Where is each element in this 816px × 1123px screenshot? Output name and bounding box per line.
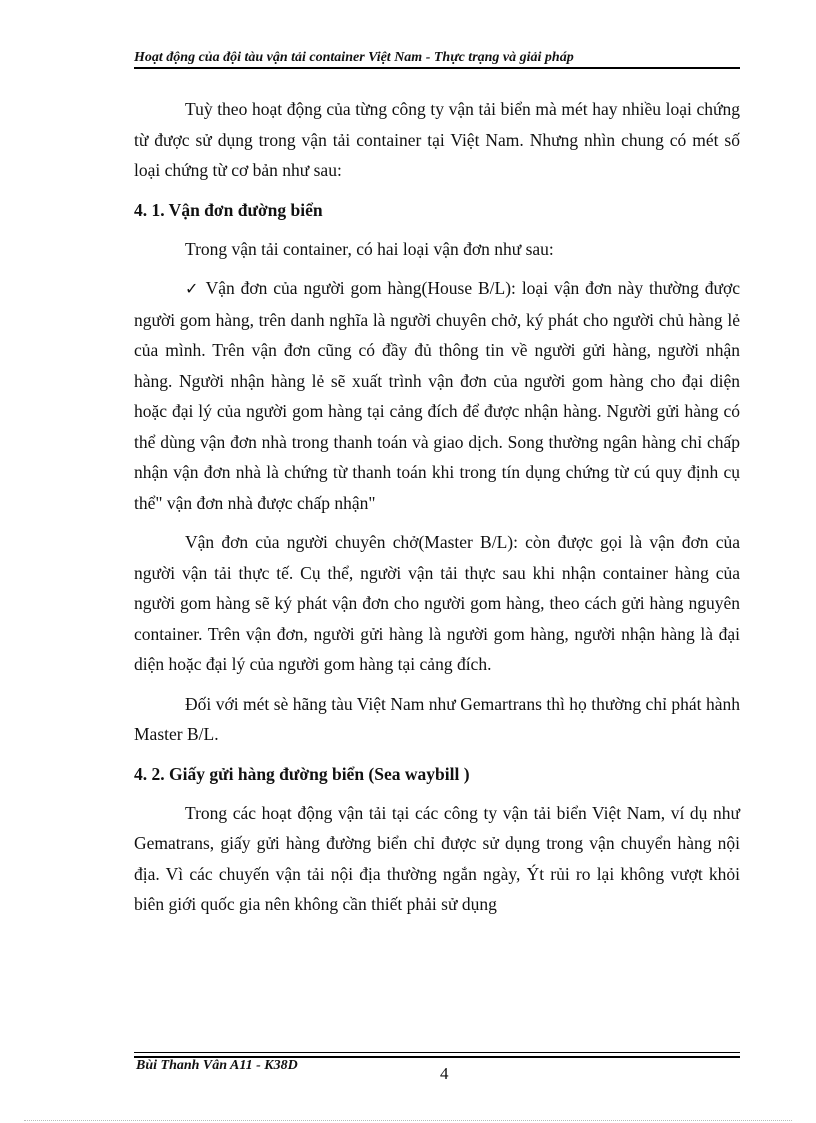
page-content [134,94,740,929]
intro-paragraph: Tuỳ theo hoạt động của từng công ty vận tải biển mà mét hay nhiều loại chứng từ được sử dụng trong vận tải container tại Việt Nam. Nhưng nhìn chung có mét số loại chứng từ cơ bản như sau: [134,99,740,180]
paragraph: Đối với mét sè hãng tàu Việt Nam như Gemartrans thì họ thường chỉ phát hành Master B/L. [134,693,740,744]
page-number: 4 [440,1064,449,1083]
paragraph: Trong các hoạt động vận tải tại các công ty vận tải biển Việt Nam, ví dụ như Gematrans, giấy gửi hàng đường biển chỉ được sử dụng trong vận chuyển hàng nội địa. Vì các chuyến vận tải nội địa thường ngắn ngày, Ýt rủi ro lại không vượt khỏi biên giới quốc gia nên không cần thiết phải sử dụng [134,802,740,914]
bullet-paragraph [134,273,740,518]
footer-rule [134,1052,740,1053]
section-heading-4-2: 4. 2. Giấy gửi hàng đường biển (Sea waybill ) [134,763,470,784]
paragraph-text: Vận đơn của người gom hàng(House B/L): loại vận đơn này thường được người gom hàng, trên danh nghĩa là người chuyên chở, ký phát cho người chủ hàng lẻ của mình. Trên vận đơn cũng có đầy đủ thông tin về người gửi hàng, người nhận hàng. Người nhận hàng lẻ sẽ xuất trình vận đơn của người gom hàng cho đại diện hoặc đại lý của người gom hàng tại cảng đích để được nhận hàng. Người gửi hàng có thể dùng vận đơn nhà trong thanh toán và giao dịch. Song thường ngân hàng chỉ chấp nhận vận đơn nhà là chứng từ thanh toán khi trong tín dụng chứng từ cú quy định cụ thể" vận đơn nhà được chấp nhận" [134,278,741,513]
header-rule [134,67,740,69]
paragraph: Vận đơn của người chuyên chở(Master B/L): còn được gọi là vận đơn của người vận tải thực tế. Cụ thể, người vận tải thực sau khi nhận container hàng của người gom hàng sẽ ký phát vận đơn cho người gom hàng, theo cách gửi hàng nguyên container. Trên vận đơn, người gửi hàng là người gom hàng, người nhận hàng là đại diện hoặc đại lý của người gom hàng tại cảng đích. [134,532,740,674]
check-icon: ✓ [185,279,200,298]
section-heading-4-1: 4. 1. Vận đơn đường biển [134,199,323,220]
page-edge-divider [24,1120,792,1121]
running-header: Hoạt động của đội tàu vận tải container Việt Nam - Thực trạng và giải pháp [134,50,574,65]
footer-author: Bùi Thanh Vân A11 - K38D [136,1058,298,1073]
paragraph: Trong vận tải container, có hai loại vận đơn như sau: [185,238,554,259]
